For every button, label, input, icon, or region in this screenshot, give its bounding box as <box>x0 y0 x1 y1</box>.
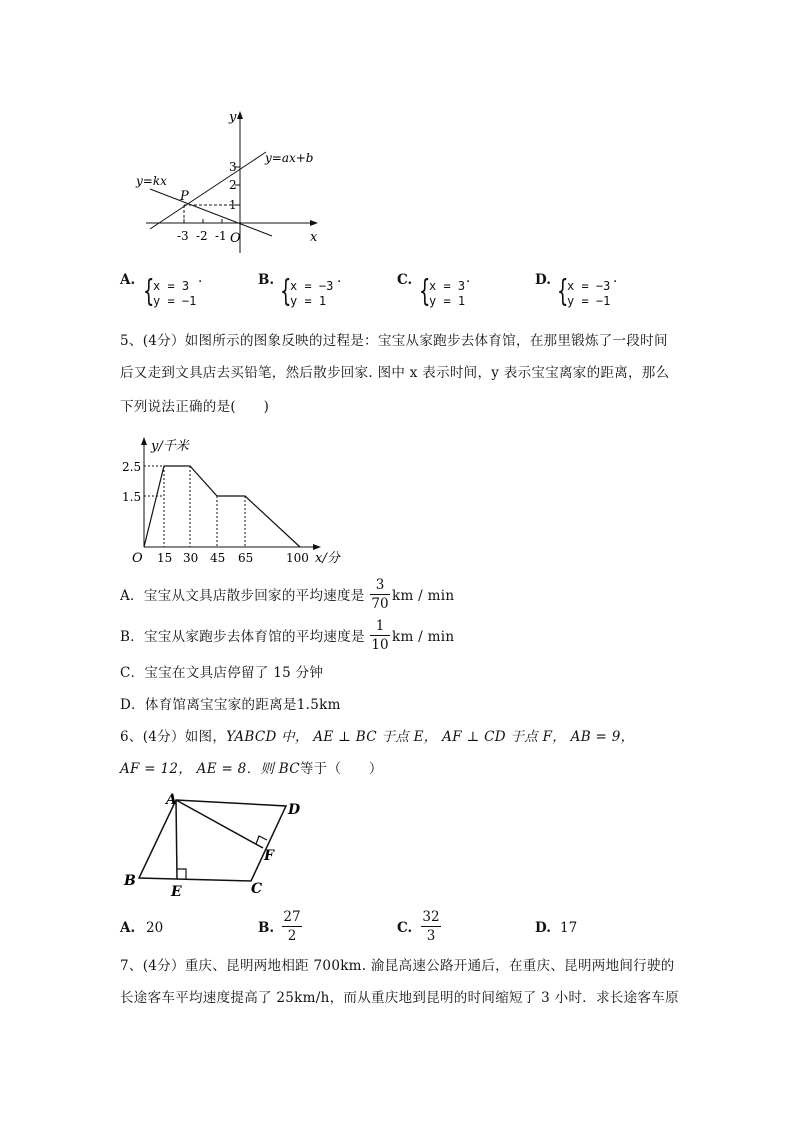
q5-xtick-15: 15 <box>157 551 173 565</box>
q5-ytick-1-5: 1.5 <box>122 490 142 504</box>
q6-option-d-letter: D. <box>535 920 551 936</box>
q5-origin: O <box>132 551 143 566</box>
q4-line1-label: y=ax+b <box>265 151 314 165</box>
q7-line-2: 长途客车平均速度提高了 25km/h，而从重庆地到昆明的时间缩短了 3 小时．求长途客车原 <box>120 990 679 1006</box>
q4-option-d-dot: · <box>613 274 618 290</box>
q4-option-b-letter: B. <box>258 272 275 288</box>
q4-option-c-system: { x = 3 y = 1 <box>419 274 466 309</box>
q4-ytick-3: 3 <box>229 160 237 174</box>
q4-ytick-1: 1 <box>229 198 237 212</box>
q4-origin: O <box>230 231 241 246</box>
q4-ytick-2: 2 <box>229 178 237 192</box>
q6-line-1 <box>120 727 634 747</box>
q6-option-a-value: 20 <box>146 920 164 936</box>
q4-point-p: P <box>180 189 189 204</box>
q4-xtick-m1: -1 <box>215 229 227 243</box>
q4-x-label: x <box>310 230 318 245</box>
q4-option-d-letter: D. <box>535 272 551 288</box>
q5-line-3: 下列说法正确的是( ) <box>120 399 270 415</box>
q4-xtick-m3: -3 <box>177 229 189 243</box>
q6-label-d: D <box>288 802 301 818</box>
q6-option-c-letter: C. <box>397 920 413 936</box>
q5-option-a: A．宝宝从文具店散步回家的平均速度是 <box>120 588 365 604</box>
q5-graph <box>118 434 353 569</box>
q4-option-a-dot: · <box>198 274 203 290</box>
q5-option-d <box>120 695 341 715</box>
q6-option-b-letter: B. <box>258 920 275 936</box>
q4-line-ax-b <box>150 152 266 229</box>
q6-parallelogram <box>139 800 286 881</box>
q5-option-b: B．宝宝从家跑步去体育馆的平均速度是 <box>120 629 365 645</box>
q4-option-b-system: { x = −3 y = 1 <box>280 274 334 309</box>
q4-option-c-letter: C. <box>397 272 413 288</box>
q6-option-d-value: 17 <box>560 920 578 936</box>
q5-option-a-unit: km / min <box>392 588 455 604</box>
q6-option-c-fraction: 32 3 <box>422 909 440 944</box>
q6-label-a: A <box>166 792 177 808</box>
q6-option-a-letter: A. <box>120 920 136 936</box>
q5-option-a-fraction: 3 70 <box>371 577 389 612</box>
q4-xtick-m2: -2 <box>196 229 208 243</box>
q4-line2-label: y=kx <box>136 174 167 188</box>
q5-option-d-text: D．体育馆离宝宝家的距离是 <box>120 697 297 713</box>
q4-option-b-dot: · <box>337 274 342 290</box>
q6-parallelogram-figure <box>118 790 308 900</box>
q4-option-a-letter: A. <box>120 272 136 288</box>
q5-option-b-fraction: 1 10 <box>371 618 389 653</box>
q6-option-b-fraction: 27 2 <box>283 909 301 944</box>
q6-label-b: B <box>124 873 136 889</box>
q6-line-2 <box>120 759 383 779</box>
q4-option-d-system: { x = −3 y = −1 <box>557 274 611 309</box>
q5-option-d-value: 1.5km <box>296 697 341 713</box>
q6-question: 等于（ ） <box>299 761 383 777</box>
q5-line-2: 后又走到文具店去买铅笔，然后散步回家. 图中 x 表示时间，y 表示宝宝离家的距离，那么 <box>120 365 670 381</box>
q5-option-b-unit: km / min <box>392 629 455 645</box>
q6-label-f: F <box>264 848 274 864</box>
q5-distance-line <box>144 466 300 547</box>
q6-conditions-2: AF = 12， AE = 8．则 BC <box>120 761 300 777</box>
q6-intro: 6、(4分）如图， <box>120 729 227 745</box>
q6-conditions-1: YABCD 中， AE ⊥ BC 于点 E， AF ⊥ CD 于点 F， AB = 9， <box>226 729 635 745</box>
q5-xtick-65: 65 <box>238 551 254 565</box>
q7-line-1: 7、(4分）重庆、昆明两地相距 700km. 渝昆高速公路开通后，在重庆、昆明两地间行驶的 <box>120 958 675 974</box>
q6-label-c: C <box>251 881 263 897</box>
q5-xtick-45: 45 <box>210 551 226 565</box>
q6-segment-ae <box>176 800 177 879</box>
q5-y-label: y/千米 <box>151 439 189 454</box>
q5-option-c: C．宝宝在文具店停留了 15 分钟 <box>120 665 324 681</box>
q5-xtick-100: 100 <box>286 551 309 565</box>
q4-graph <box>128 105 328 255</box>
q4-line-kx <box>150 189 272 236</box>
q5-x-label: x/分 <box>315 551 340 566</box>
q4-y-label: y <box>229 110 237 125</box>
q6-segment-af <box>176 800 263 848</box>
q4-option-a-system: { x = 3 y = −1 <box>143 274 197 309</box>
q5-line-1: 5、(4分）如图所示的图象反映的过程是：宝宝从家跑步去体育馆，在那里锻炼了一段时间 <box>120 333 668 349</box>
q6-label-e: E <box>171 884 182 900</box>
q5-xtick-30: 30 <box>183 551 199 565</box>
q4-option-c-dot: · <box>466 274 471 290</box>
q5-ytick-2-5: 2.5 <box>122 460 142 474</box>
